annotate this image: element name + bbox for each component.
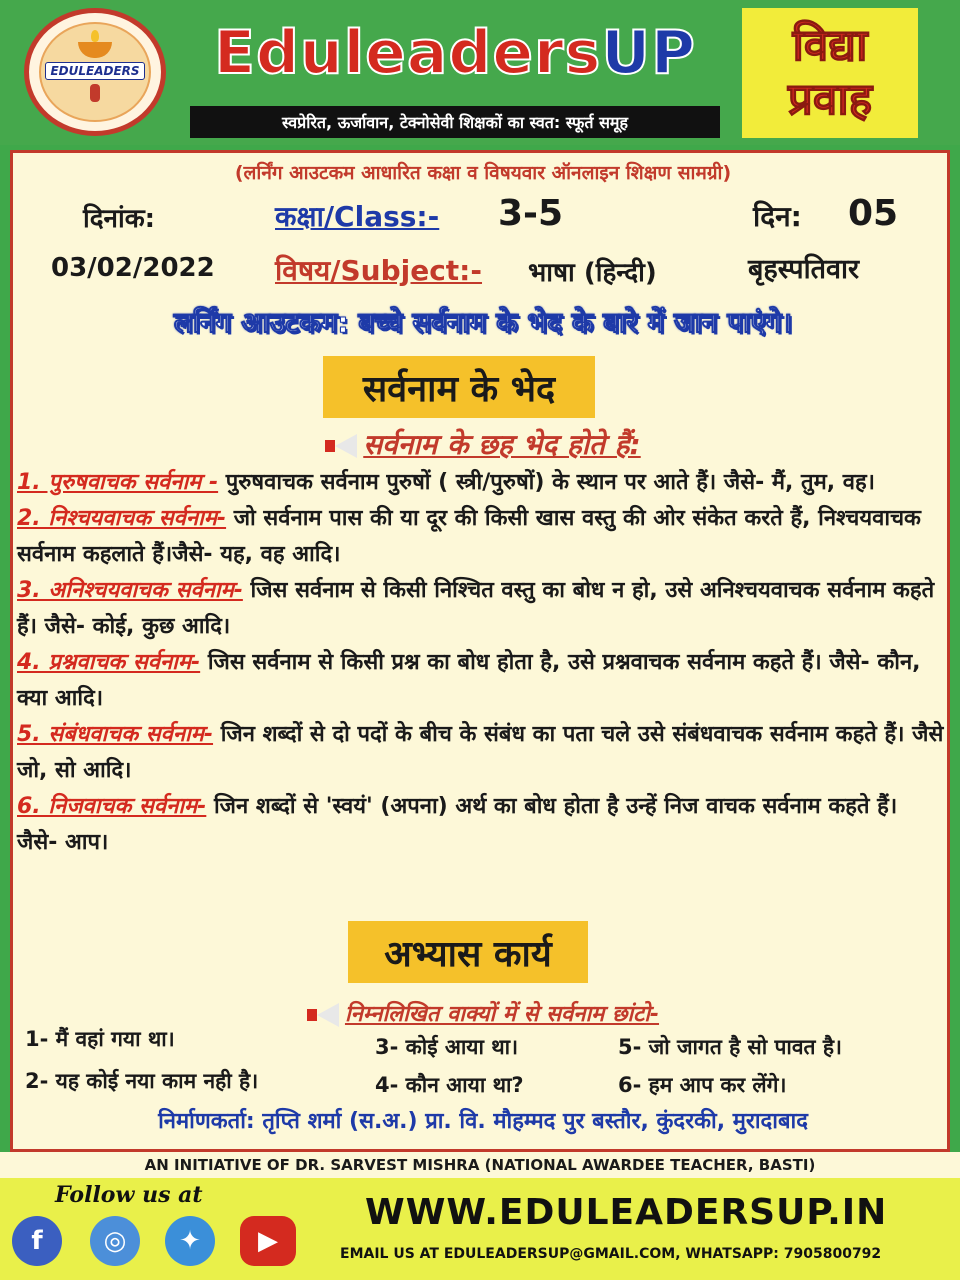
- type-name: 4. प्रश्नवाचक सर्वनाम-: [17, 650, 201, 675]
- content-panel: [10, 150, 950, 1152]
- vidya-pravah-badge: [742, 8, 918, 138]
- facebook-icon[interactable]: f: [12, 1216, 62, 1266]
- youtube-icon[interactable]: ▶: [240, 1216, 296, 1266]
- subtitle: (लर्निंग आउटकम आधारित कक्षा व विषयवार ऑनलाइन शिक्षण सामग्री): [234, 162, 732, 184]
- class-value: 3-5: [498, 193, 564, 234]
- logo-inner: [39, 22, 151, 122]
- author-credit: निर्माणकर्ता: तृप्ति शर्मा (स.अ.) प्रा. वि. मौहम्मद पुर बस्तौर, कुंदरकी, मुरादाबाद: [158, 1109, 808, 1134]
- type-text: जिन शब्दों से 'स्वयं' (अपना) अर्थ का बोध होता है उन्हें निज वाचक सर्वनाम कहते हैं। जैसे- आप।: [17, 794, 898, 855]
- twitter-icon[interactable]: ✦: [165, 1216, 215, 1266]
- exercise-item: 1- मैं वहां गया था।: [25, 1027, 175, 1051]
- figure-icon: [90, 84, 100, 102]
- type-text: जो सर्वनाम पास की या दूर की किसी खास वस्तु की ओर संकेत करते हैं, निश्चयवाचक सर्वनाम कहलाते हैं।जैसे- यह, वह आदि।: [17, 506, 921, 567]
- sub-heading-text: सर्वनाम के छह भेद होते हैं:: [363, 428, 641, 461]
- type-name: 5. संबंधवाचक सर्वनाम-: [17, 722, 214, 747]
- list-item: [17, 645, 945, 717]
- brand-part2: UP: [601, 18, 697, 88]
- exercise-heading: अभ्यास कार्य: [348, 921, 588, 983]
- type-text: जिस सर्वनाम से किसी प्रश्न का बोध होता है, उसे प्रश्नवाचक सर्वनाम कहते हैं। जैसे- कौन, क्या आदि।: [17, 650, 921, 711]
- exercise-instruction: [13, 998, 953, 1028]
- contact-info: EMAIL US AT EDULEADERSUP@GMAIL.COM, WHATSAPP: 7905800792: [340, 1246, 882, 1262]
- list-item: [17, 717, 945, 789]
- instagram-icon[interactable]: ◎: [90, 1216, 140, 1266]
- type-text: जिस सर्वनाम से किसी निश्चित वस्तु का बोध न हो, उसे अनिश्चयवाचक सर्वनाम कहते हैं। जैसे- कोई, कुछ आदि।: [17, 578, 935, 639]
- list-item: [17, 573, 945, 645]
- list-item: [17, 465, 945, 501]
- weekday: बृहस्पतिवार: [748, 254, 860, 285]
- learning-outcome: लर्निंग आउटकम: बच्चे सर्वनाम के भेद के बारे में जान पाएंगे।: [173, 306, 793, 339]
- lamp-icon: [78, 42, 112, 58]
- type-text: जिन शब्दों से दो पदों के बीच के संबंध का पता चले उसे संबंधवाचक सर्वनाम कहते हैं। जैसे जो, सो आदि।: [17, 722, 944, 783]
- tagline: स्वप्रेरित, ऊर्जावान, टेक्नोसेवी शिक्षकों का स्वत: स्फूर्त समूह: [190, 106, 720, 138]
- brand-part1: Eduleaders: [213, 18, 602, 88]
- exercise-item: 6- हम आप कर लेंगे।: [618, 1073, 787, 1097]
- main-heading: सर्वनाम के भेद: [323, 356, 595, 418]
- exercise-item: 4- कौन आया था?: [375, 1073, 524, 1097]
- megaphone-icon: [325, 434, 359, 458]
- initiative-line: AN INITIATIVE OF DR. SARVEST MISHRA (NATIONAL AWARDEE TEACHER, BASTI): [0, 1152, 960, 1178]
- follow-label: Follow us at: [55, 1182, 203, 1208]
- exercise-instruction-text: निम्नलिखित वाक्यों में से सर्वनाम छांटो-: [344, 1002, 660, 1027]
- date-label: दिनांक:: [83, 204, 156, 234]
- brand-title: [190, 8, 720, 98]
- type-name: 1. पुरुषवाचक सर्वनाम -: [17, 470, 219, 495]
- exercise-item: 3- कोई आया था।: [375, 1035, 519, 1059]
- megaphone-icon: [307, 1003, 341, 1027]
- subject-label: विषय/Subject:-: [275, 254, 483, 287]
- list-item: [17, 789, 945, 861]
- subject-value: भाषा (हिन्दी): [528, 258, 657, 288]
- class-label: कक्षा/Class:-: [275, 200, 440, 233]
- day-value: 05: [848, 193, 899, 234]
- vidya-line1: विद्या: [792, 20, 868, 71]
- website-link[interactable]: WWW.EDULEADERSUP.IN: [365, 1192, 888, 1233]
- type-name: 3. अनिश्चयवाचक सर्वनाम-: [17, 578, 243, 603]
- footer: [0, 1178, 960, 1280]
- type-name: 2. निश्चयवाचक सर्वनाम-: [17, 506, 227, 531]
- logo-text: EDULEADERS: [45, 62, 144, 80]
- eduleaders-logo: [24, 8, 166, 136]
- sub-heading: [13, 425, 953, 463]
- exercise-item: 5- जो जागत है सो पावत है।: [618, 1035, 842, 1059]
- vidya-line2: प्रवाह: [787, 74, 873, 125]
- header: [0, 0, 960, 145]
- type-name: 6. निजवाचक सर्वनाम-: [17, 794, 207, 819]
- list-item: [17, 501, 945, 573]
- type-text: पुरुषवाचक सर्वनाम पुरुषों ( स्त्री/पुरुषों) के स्थान पर आते हैं। जैसे- मैं, तुम, वह।: [218, 470, 876, 495]
- exercise-item: 2- यह कोई नया काम नही है।: [25, 1069, 259, 1093]
- day-label: दिन:: [753, 200, 802, 233]
- pronoun-types-list: [17, 465, 945, 861]
- date-value: 03/02/2022: [51, 253, 215, 283]
